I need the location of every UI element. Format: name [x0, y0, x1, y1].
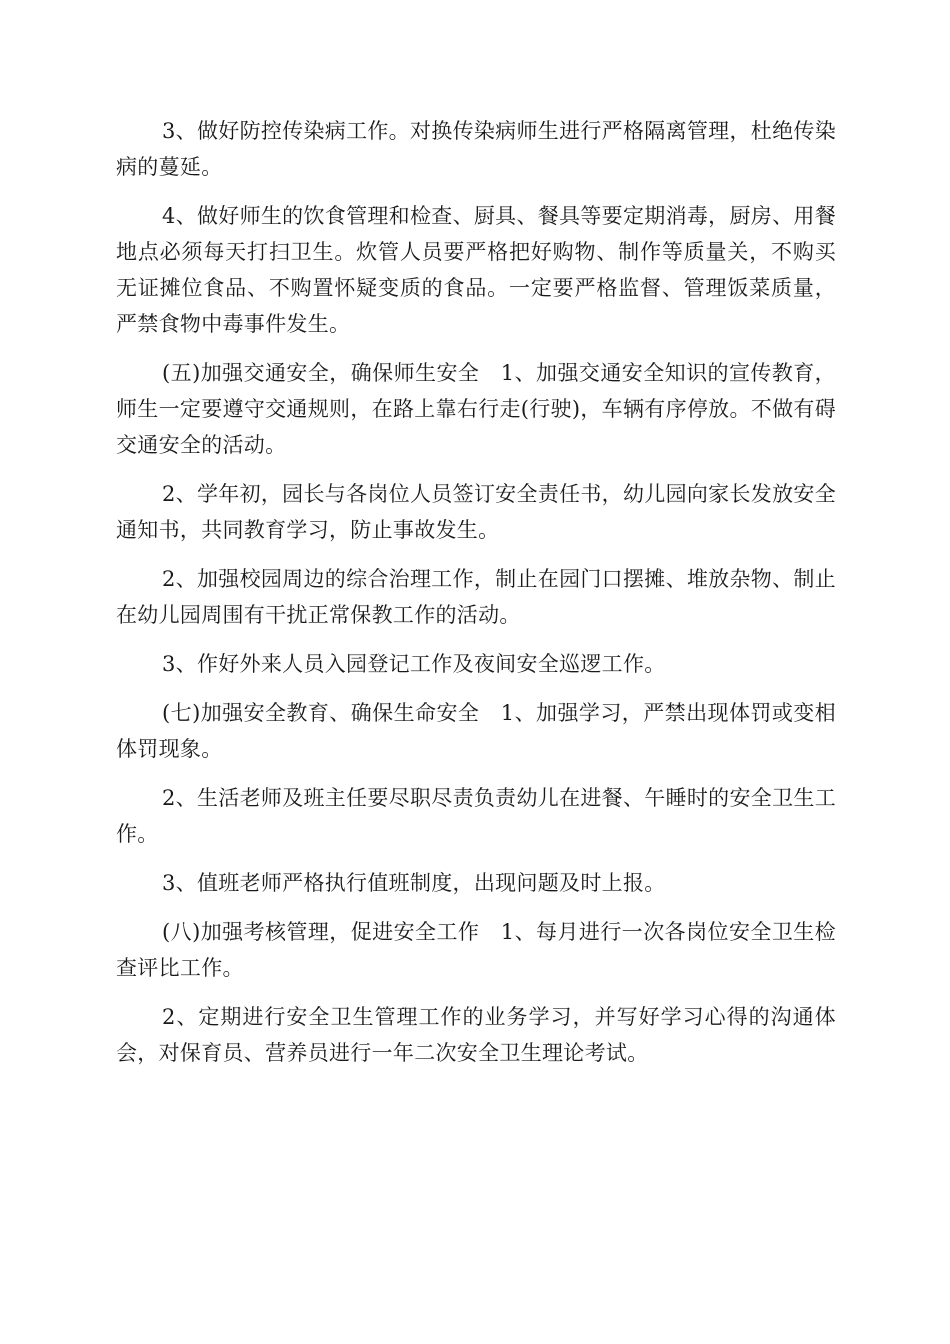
paragraph-disease-control: 3、做好防控传染病工作。对换传染病师生进行严格隔离管理，杜绝传染病的蔓延。 [116, 119, 836, 179]
paragraph-teacher-duties: 2、生活老师及班主任要尽职尽责负责幼儿在进餐、午睡时的安全卫生工作。 [116, 786, 836, 846]
paragraph-visitor-registration: 3、作好外来人员入园登记工作及夜间安全巡逻工作。 [162, 652, 666, 676]
paragraph-campus-surroundings: 2、加强校园周边的综合治理工作，制止在园门口摆摊、堆放杂物、制止在幼儿园周围有干扰正常保教工作的活动。 [116, 567, 836, 627]
paragraph-duty-system: 3、值班老师严格执行值班制度，出现问题及时上报。 [162, 871, 666, 895]
document-body [116, 113, 836, 1084]
paragraph-training: 2、定期进行安全卫生管理工作的业务学习，并写好学习心得的沟通体会，对保育员、营养员进行一年二次安全卫生理论考试。 [116, 1005, 836, 1065]
paragraph-responsibility: 2、学年初，园长与各岗位人员签订安全责任书，幼儿园向家长发放安全通知书，共同教育学习，防止事故发生。 [116, 482, 836, 542]
paragraph-food-safety: 4、做好师生的饮食管理和检查、厨具、餐具等要定期消毒，厨房、用餐地点必须每天打扫卫生。炊管人员要严格把好购物、制作等质量关，不购买无证摊位食品、不购置怀疑变质的食品。一定要严格监督、管理饭菜质量，严禁食物中毒事件发生。 [116, 204, 836, 336]
paragraph-traffic-safety: (五)加强交通安全，确保师生安全 1、加强交通安全知识的宣传教育，师生一定要遵守交通规则，在路上靠右行走(行驶)，车辆有序停放。不做有碍交通安全的活动。 [116, 361, 836, 457]
paragraph-safety-education: (七)加强安全教育、确保生命安全 1、加强学习，严禁出现体罚或变相体罚现象。 [116, 701, 836, 761]
paragraph-assessment: (八)加强考核管理，促进安全工作 1、每月进行一次各岗位安全卫生检查评比工作。 [116, 920, 836, 980]
